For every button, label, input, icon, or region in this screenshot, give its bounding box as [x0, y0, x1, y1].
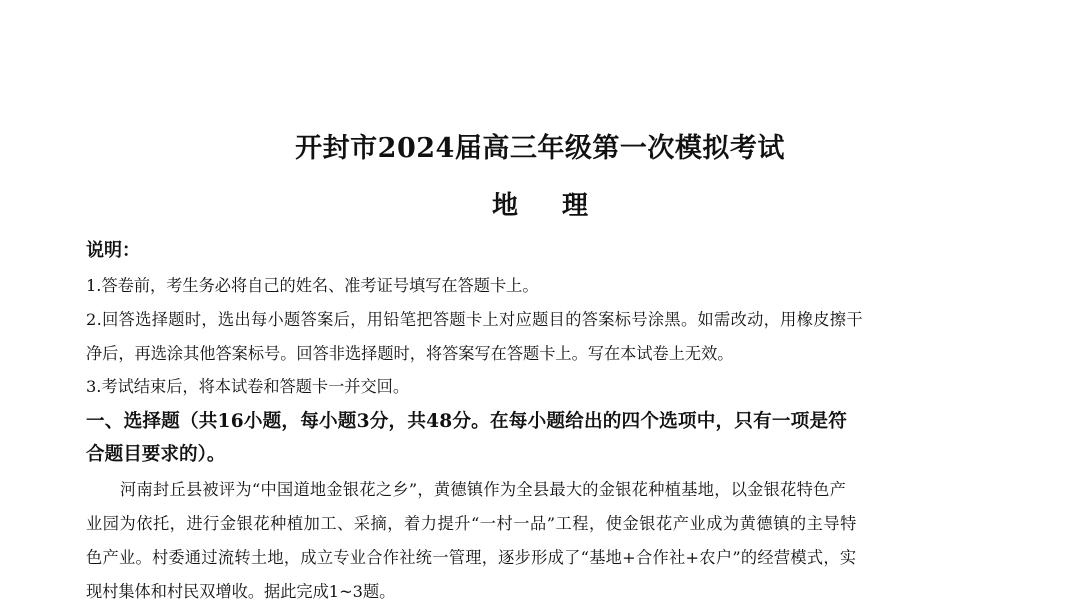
instruction-line: 3.考试结束后，将本试卷和答题卡一并交回。	[86, 377, 410, 396]
section-heading-line: 合题目要求的）。	[86, 444, 226, 465]
passage-line: 现村集体和村民双增收。据此完成1~3题。	[86, 582, 396, 601]
passage-line: 色产业。村委通过流转土地，成立专业合作社统一管理，逐步形成了“基地+合作社+农户”的经营模式，实	[86, 548, 857, 567]
passage-line: 河南封丘县被评为“中国道地金银花之乡”，黄德镇作为全县最大的金银花种植基地，以金银花特色产	[120, 480, 847, 499]
instruction-line: 2.回答选择题时，选出每小题答案后，用铅笔把答题卡上对应题目的答案标号涂黑。如需改动，用橡皮擦干	[86, 310, 863, 329]
subject-title: 地理	[491, 191, 632, 221]
exam-title: 开封市2024届高三年级第一次模拟考试	[295, 133, 785, 164]
instruction-line: 1.答卷前，考生务必将自己的姓名、准考证号填写在答题卡上。	[86, 276, 539, 295]
section-heading-line: 一、选择题（共16小题，每小题3分，共48分。在每小题给出的四个选项中，只有一项是符	[86, 411, 848, 432]
passage-line: 业园为依托，进行金银花种植加工、采摘，着力提升“一村一品”工程，使金银花产业成为黄德镇的主导特	[86, 514, 857, 533]
instruction-line: 净后，再选涂其他答案标号。回答非选择题时，将答案写在答题卡上。写在本试卷上无效。	[86, 344, 734, 363]
instructions-heading: 说明：	[86, 240, 140, 261]
